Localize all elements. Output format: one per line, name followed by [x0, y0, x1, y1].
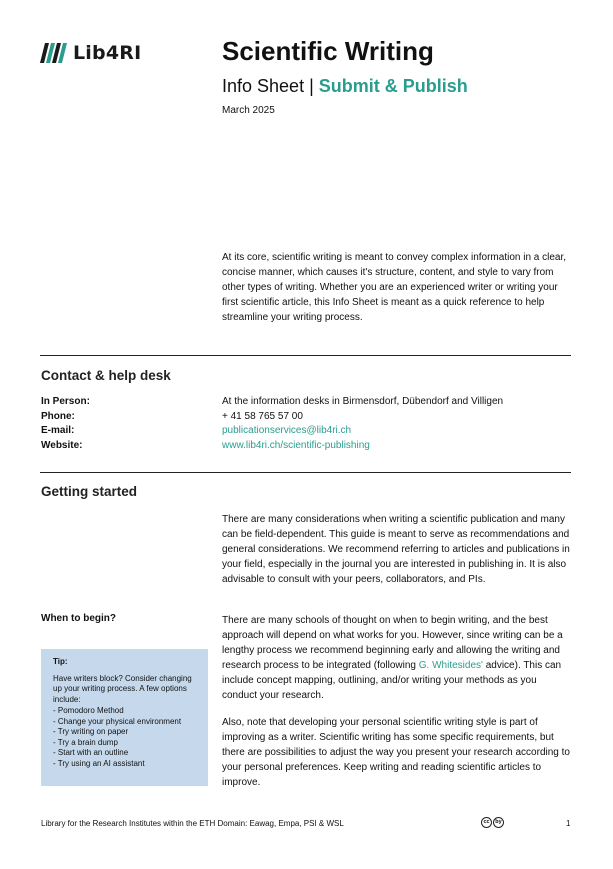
whitesides-link[interactable]: G. Whitesides'	[418, 660, 483, 671]
subtitle	[222, 76, 468, 97]
page-number: 1	[566, 819, 571, 828]
cc-icon: cc	[481, 817, 492, 828]
paragraph-text: advice). This can include concept mapping, outlining, and/or writing your methods as you conduct your research.	[222, 660, 562, 701]
page-title: Scientific Writing	[222, 36, 434, 66]
email-link[interactable]: publicationservices@lib4ri.ch	[222, 425, 352, 436]
section-divider	[40, 472, 571, 473]
contact-row-email	[41, 425, 571, 440]
logo-text: Lib4RI	[73, 42, 142, 64]
footer-text: Library for the Research Institutes within the ETH Domain: Eawag, Empa, PSI & WSL	[41, 819, 344, 828]
tip-list-item: - Pomodoro Method	[53, 706, 124, 715]
tip-list-item: - Try writing on paper	[53, 727, 129, 736]
phone-value: + 41 58 765 57 00	[222, 411, 303, 422]
tip-box	[41, 649, 208, 786]
contact-row-website	[41, 440, 571, 455]
section-divider	[40, 355, 571, 356]
contact-label: E-mail:	[41, 425, 75, 436]
subtitle-prefix: Info Sheet |	[222, 76, 319, 96]
lib4ri-logo	[40, 42, 141, 64]
contact-value: At the information desks in Birmensdorf, Dübendorf and Villigen	[222, 396, 504, 407]
getting-started-intro: There are many considerations when writing a scientific publication and many can be field-dependent. This guide is meant to serve as recommendations and general considerations. We recommend referring to articles and publications in your field, especially in the journal you are interested in publishing in. It is also advisable to consult with your peers, collaborators, and PIs.	[222, 514, 570, 585]
getting-started-heading: Getting started	[41, 484, 138, 499]
contact-row-in-person	[41, 396, 571, 411]
tip-list-item: - Try a brain dump	[53, 737, 118, 747]
when-to-begin-paragraph	[222, 613, 572, 703]
cc-license-badge	[481, 817, 504, 828]
publication-date: March 2025	[222, 105, 275, 116]
paragraph-text: There are many schools of thought on when to begin writing, and the best approach will depend on what works for you. However, since writing can be a lengthy process we recommend beginning early and allowing the writing and research process to be integrated (following	[222, 615, 563, 671]
contact-label: Website:	[41, 440, 83, 451]
attribution-icon: by	[493, 817, 504, 828]
lib4ri-logo-icon	[40, 43, 70, 63]
tip-list-item: - Start with an outline	[53, 748, 129, 757]
when-to-begin-label: When to begin?	[41, 613, 116, 624]
tip-body: Have writers block? Consider changing up your writing process. A few options include:	[53, 673, 192, 704]
contact-label: In Person:	[41, 396, 90, 407]
tip-title: Tip:	[53, 657, 68, 666]
website-link[interactable]: www.lib4ri.ch/scientific-publishing	[222, 440, 370, 451]
subtitle-accent: Submit & Publish	[318, 76, 468, 96]
tip-list-item: - Try using an AI assistant	[53, 758, 145, 768]
contact-row-phone	[41, 411, 571, 426]
intro-paragraph: At its core, scientific writing is meant to convey complex information in a clear, concise manner, which causes it's structure, content, and style to vary from other types of writing. Whether you are an experienced writer or writing your first scientific article, this Info Sheet is meant as a quick reference to help streamline your writing process.	[222, 252, 567, 323]
writing-style-paragraph: Also, note that developing your personal scientific writing style is part of improving as a writer. Scientific writing has some specific requirements, but there are possibilities to adjust the way you present your research according to your personal preferences. Keep writing and reading scientific articles to improve.	[222, 717, 570, 788]
tip-list-item: - Change your physical environment	[53, 716, 182, 726]
contact-label: Phone:	[41, 411, 75, 422]
contact-heading: Contact & help desk	[41, 368, 171, 383]
